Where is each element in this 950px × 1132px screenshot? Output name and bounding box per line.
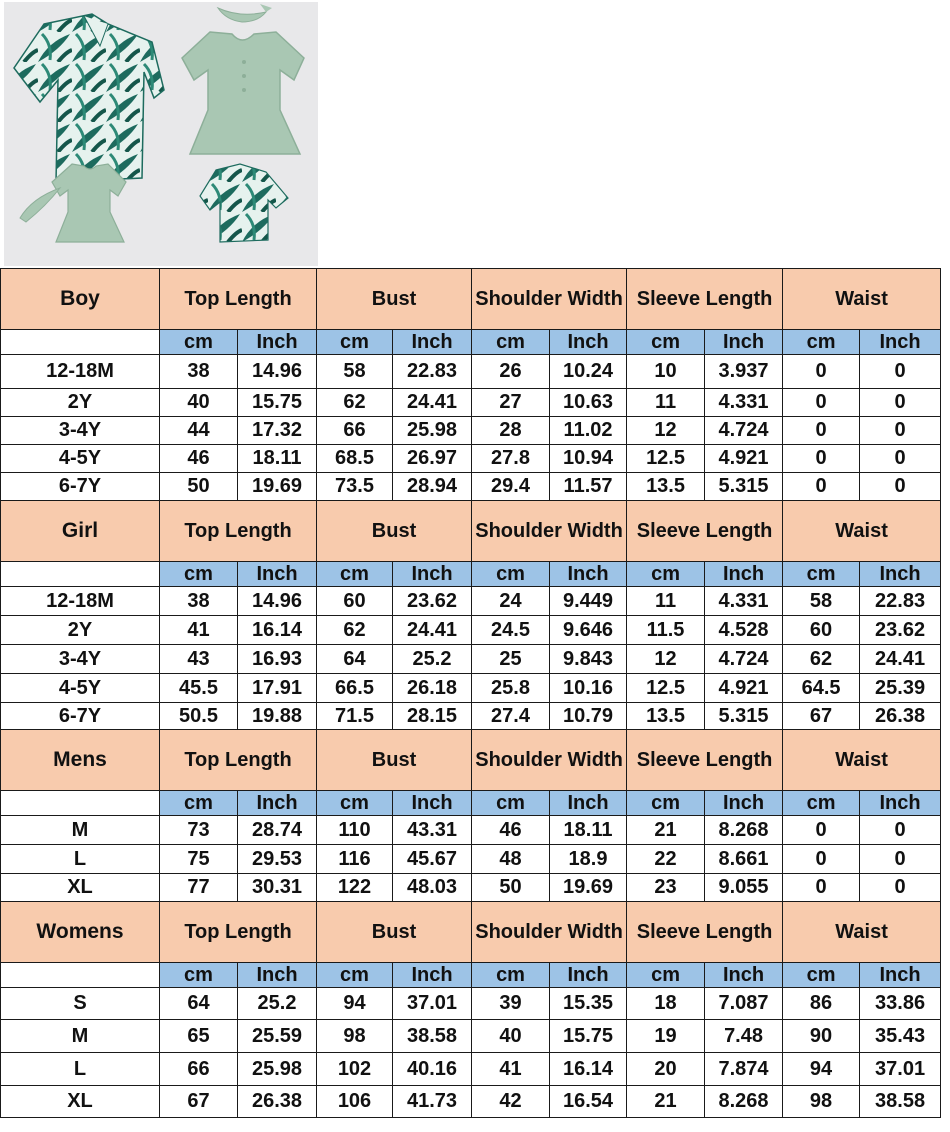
unit-inch: Inch (393, 963, 472, 988)
measurement-value: 10.79 (550, 703, 627, 730)
unit-inch: Inch (238, 791, 317, 816)
measurement-value: 77 (160, 874, 238, 902)
measurement-value: 0 (783, 355, 860, 389)
measurement-value: 9.055 (705, 874, 783, 902)
measurement-value: 58 (783, 587, 860, 616)
measurement-value: 40.16 (393, 1053, 472, 1086)
size-chart (0, 268, 950, 1118)
measurement-value: 26 (472, 355, 550, 389)
unit-inch: Inch (238, 963, 317, 988)
size-label: L (1, 1053, 160, 1086)
measurement-value: 4.921 (705, 445, 783, 473)
measurement-value: 20 (627, 1053, 705, 1086)
size-label: S (1, 988, 160, 1020)
column-header: Waist (783, 501, 941, 562)
measurement-value: 22.83 (393, 355, 472, 389)
measurement-value: 66 (317, 417, 393, 445)
measurement-value: 102 (317, 1053, 393, 1086)
measurement-value: 48 (472, 845, 550, 874)
measurement-value: 41 (472, 1053, 550, 1086)
measurement-value: 0 (860, 845, 941, 874)
table-row (1, 703, 941, 730)
measurement-value: 0 (783, 389, 860, 417)
unit-inch: Inch (393, 330, 472, 355)
measurement-value: 38.58 (393, 1020, 472, 1053)
table-row (1, 355, 941, 389)
measurement-value: 43.31 (393, 816, 472, 845)
size-label: 3-4Y (1, 417, 160, 445)
measurement-value: 73 (160, 816, 238, 845)
measurement-value: 110 (317, 816, 393, 845)
measurement-value: 94 (783, 1053, 860, 1086)
measurement-value: 16.14 (550, 1053, 627, 1086)
product-photo (4, 2, 318, 266)
unit-header-row (1, 791, 941, 816)
measurement-value: 19.69 (550, 874, 627, 902)
measurement-value: 4.724 (705, 417, 783, 445)
measurement-value: 11 (627, 587, 705, 616)
measurement-value: 46 (472, 816, 550, 845)
measurement-value: 65 (160, 1020, 238, 1053)
unit-inch: Inch (393, 791, 472, 816)
measurement-value: 0 (783, 845, 860, 874)
unit-cm: cm (627, 562, 705, 587)
measurement-value: 14.96 (238, 587, 317, 616)
column-header: Sleeve Length (627, 902, 783, 963)
table-row (1, 845, 941, 874)
measurement-value: 21 (627, 1086, 705, 1118)
column-header: Waist (783, 730, 941, 791)
measurement-value: 33.86 (860, 988, 941, 1020)
unit-inch: Inch (550, 330, 627, 355)
unit-header-row (1, 562, 941, 587)
measurement-value: 10.24 (550, 355, 627, 389)
table-row (1, 1020, 941, 1053)
measurement-value: 13.5 (627, 703, 705, 730)
table-row (1, 1053, 941, 1086)
measurement-value: 41 (160, 616, 238, 645)
measurement-value: 67 (160, 1086, 238, 1118)
unit-cm: cm (160, 562, 238, 587)
measurement-value: 24 (472, 587, 550, 616)
unit-header-blank (1, 963, 160, 988)
measurement-value: 94 (317, 988, 393, 1020)
unit-inch: Inch (238, 330, 317, 355)
section-title: Girl (1, 501, 160, 562)
column-header: Bust (317, 501, 472, 562)
measurement-value: 25.2 (393, 645, 472, 674)
measurement-value: 45.67 (393, 845, 472, 874)
measurement-value: 46 (160, 445, 238, 473)
column-header: Top Length (160, 501, 317, 562)
unit-cm: cm (317, 963, 393, 988)
measurement-value: 11.57 (550, 473, 627, 501)
measurement-value: 14.96 (238, 355, 317, 389)
unit-cm: cm (317, 562, 393, 587)
unit-cm: cm (317, 330, 393, 355)
measurement-value: 11.5 (627, 616, 705, 645)
unit-header-row (1, 330, 941, 355)
measurement-value: 26.97 (393, 445, 472, 473)
measurement-value: 28.94 (393, 473, 472, 501)
unit-inch: Inch (550, 963, 627, 988)
section-title: Womens (1, 902, 160, 963)
size-chart-table (0, 268, 941, 1118)
measurement-value: 17.32 (238, 417, 317, 445)
unit-cm: cm (783, 791, 860, 816)
unit-cm: cm (160, 791, 238, 816)
column-header: Waist (783, 269, 941, 330)
measurement-value: 64.5 (783, 674, 860, 703)
measurement-value: 0 (860, 417, 941, 445)
measurement-value: 19.69 (238, 473, 317, 501)
measurement-value: 15.35 (550, 988, 627, 1020)
unit-cm: cm (472, 562, 550, 587)
measurement-value: 9.449 (550, 587, 627, 616)
table-row (1, 389, 941, 417)
measurement-value: 25.39 (860, 674, 941, 703)
measurement-value: 4.331 (705, 389, 783, 417)
unit-inch: Inch (860, 330, 941, 355)
measurement-value: 16.14 (238, 616, 317, 645)
measurement-value: 37.01 (860, 1053, 941, 1086)
table-row (1, 445, 941, 473)
measurement-value: 23 (627, 874, 705, 902)
size-label: M (1, 816, 160, 845)
measurement-value: 0 (783, 816, 860, 845)
measurement-value: 26.38 (238, 1086, 317, 1118)
measurement-value: 11 (627, 389, 705, 417)
measurement-value: 4.724 (705, 645, 783, 674)
measurement-value: 0 (783, 473, 860, 501)
measurement-value: 5.315 (705, 473, 783, 501)
measurement-value: 8.268 (705, 1086, 783, 1118)
measurement-value: 66.5 (317, 674, 393, 703)
measurement-value: 24.41 (393, 389, 472, 417)
measurement-value: 25 (472, 645, 550, 674)
column-header: Top Length (160, 269, 317, 330)
measurement-value: 62 (317, 616, 393, 645)
measurement-value: 10.63 (550, 389, 627, 417)
measurement-value: 0 (860, 473, 941, 501)
table-row (1, 587, 941, 616)
measurement-value: 21 (627, 816, 705, 845)
measurement-value: 27 (472, 389, 550, 417)
measurement-value: 28.15 (393, 703, 472, 730)
measurement-value: 25.98 (393, 417, 472, 445)
unit-inch: Inch (705, 963, 783, 988)
measurement-value: 17.91 (238, 674, 317, 703)
measurement-value: 8.268 (705, 816, 783, 845)
measurement-value: 10 (627, 355, 705, 389)
unit-header-blank (1, 330, 160, 355)
unit-cm: cm (317, 791, 393, 816)
column-header: Shoulder Width (472, 501, 627, 562)
measurement-value: 71.5 (317, 703, 393, 730)
unit-header-blank (1, 791, 160, 816)
measurement-value: 67 (783, 703, 860, 730)
size-label: 4-5Y (1, 674, 160, 703)
measurement-value: 50 (472, 874, 550, 902)
measurement-value: 15.75 (238, 389, 317, 417)
measurement-value: 23.62 (393, 587, 472, 616)
measurement-value: 5.315 (705, 703, 783, 730)
measurement-value: 9.843 (550, 645, 627, 674)
measurement-value: 62 (783, 645, 860, 674)
measurement-value: 86 (783, 988, 860, 1020)
measurement-value: 98 (783, 1086, 860, 1118)
measurement-value: 19 (627, 1020, 705, 1053)
unit-inch: Inch (860, 791, 941, 816)
measurement-value: 4.528 (705, 616, 783, 645)
unit-cm: cm (627, 791, 705, 816)
measurement-value: 45.5 (160, 674, 238, 703)
unit-cm: cm (783, 330, 860, 355)
measurement-value: 27.4 (472, 703, 550, 730)
measurement-value: 7.874 (705, 1053, 783, 1086)
unit-header-blank (1, 562, 160, 587)
measurement-value: 39 (472, 988, 550, 1020)
column-header: Sleeve Length (627, 269, 783, 330)
measurement-value: 60 (317, 587, 393, 616)
table-row (1, 417, 941, 445)
column-header: Waist (783, 902, 941, 963)
measurement-value: 50 (160, 473, 238, 501)
unit-inch: Inch (550, 791, 627, 816)
measurement-value: 98 (317, 1020, 393, 1053)
column-header: Bust (317, 730, 472, 791)
measurement-value: 4.331 (705, 587, 783, 616)
unit-cm: cm (783, 963, 860, 988)
measurement-value: 42 (472, 1086, 550, 1118)
measurement-value: 12.5 (627, 445, 705, 473)
measurement-value: 48.03 (393, 874, 472, 902)
measurement-value: 19.88 (238, 703, 317, 730)
column-header: Bust (317, 269, 472, 330)
measurement-value: 122 (317, 874, 393, 902)
measurement-value: 28 (472, 417, 550, 445)
measurement-value: 15.75 (550, 1020, 627, 1053)
measurement-value: 62 (317, 389, 393, 417)
column-header: Shoulder Width (472, 902, 627, 963)
column-header: Top Length (160, 902, 317, 963)
measurement-value: 18.9 (550, 845, 627, 874)
column-header: Sleeve Length (627, 730, 783, 791)
measurement-value: 44 (160, 417, 238, 445)
section-title: Mens (1, 730, 160, 791)
size-label: XL (1, 1086, 160, 1118)
measurement-value: 26.18 (393, 674, 472, 703)
measurement-value: 0 (860, 874, 941, 902)
section-header-row (1, 269, 941, 330)
column-header: Shoulder Width (472, 730, 627, 791)
measurement-value: 24.5 (472, 616, 550, 645)
measurement-value: 40 (472, 1020, 550, 1053)
unit-inch: Inch (393, 562, 472, 587)
size-label: M (1, 1020, 160, 1053)
measurement-value: 7.48 (705, 1020, 783, 1053)
size-label: XL (1, 874, 160, 902)
measurement-value: 8.661 (705, 845, 783, 874)
measurement-value: 9.646 (550, 616, 627, 645)
unit-cm: cm (627, 963, 705, 988)
unit-inch: Inch (860, 562, 941, 587)
measurement-value: 40 (160, 389, 238, 417)
column-header: Sleeve Length (627, 501, 783, 562)
measurement-value: 75 (160, 845, 238, 874)
measurement-value: 37.01 (393, 988, 472, 1020)
column-header: Shoulder Width (472, 269, 627, 330)
measurement-value: 29.53 (238, 845, 317, 874)
table-row (1, 816, 941, 845)
measurement-value: 25.2 (238, 988, 317, 1020)
measurement-value: 30.31 (238, 874, 317, 902)
measurement-value: 12.5 (627, 674, 705, 703)
measurement-value: 0 (783, 874, 860, 902)
size-label: 4-5Y (1, 445, 160, 473)
measurement-value: 0 (860, 355, 941, 389)
measurement-value: 0 (860, 816, 941, 845)
measurement-value: 35.43 (860, 1020, 941, 1053)
measurement-value: 0 (860, 445, 941, 473)
measurement-value: 64 (160, 988, 238, 1020)
measurement-value: 24.41 (860, 645, 941, 674)
size-label: 2Y (1, 616, 160, 645)
measurement-value: 0 (783, 417, 860, 445)
measurement-value: 50.5 (160, 703, 238, 730)
measurement-value: 38.58 (860, 1086, 941, 1118)
measurement-value: 12 (627, 417, 705, 445)
measurement-value: 22.83 (860, 587, 941, 616)
measurement-value: 25.59 (238, 1020, 317, 1053)
unit-cm: cm (160, 330, 238, 355)
table-row (1, 674, 941, 703)
size-label: 3-4Y (1, 645, 160, 674)
section-header-row (1, 730, 941, 791)
unit-cm: cm (783, 562, 860, 587)
measurement-value: 38 (160, 587, 238, 616)
measurement-value: 25.98 (238, 1053, 317, 1086)
unit-inch: Inch (550, 562, 627, 587)
section-title: Boy (1, 269, 160, 330)
measurement-value: 25.8 (472, 674, 550, 703)
unit-inch: Inch (860, 963, 941, 988)
measurement-value: 4.921 (705, 674, 783, 703)
measurement-value: 16.93 (238, 645, 317, 674)
size-label: 12-18M (1, 355, 160, 389)
measurement-value: 27.8 (472, 445, 550, 473)
measurement-value: 13.5 (627, 473, 705, 501)
table-row (1, 874, 941, 902)
size-label: L (1, 845, 160, 874)
measurement-value: 60 (783, 616, 860, 645)
section-header-row (1, 902, 941, 963)
measurement-value: 43 (160, 645, 238, 674)
unit-header-row (1, 963, 941, 988)
table-row (1, 1086, 941, 1118)
measurement-value: 41.73 (393, 1086, 472, 1118)
table-row (1, 645, 941, 674)
unit-cm: cm (472, 963, 550, 988)
unit-cm: cm (160, 963, 238, 988)
measurement-value: 7.087 (705, 988, 783, 1020)
measurement-value: 68.5 (317, 445, 393, 473)
measurement-value: 18.11 (550, 816, 627, 845)
measurement-value: 58 (317, 355, 393, 389)
unit-inch: Inch (705, 330, 783, 355)
column-header: Top Length (160, 730, 317, 791)
measurement-value: 12 (627, 645, 705, 674)
unit-cm: cm (627, 330, 705, 355)
measurement-value: 106 (317, 1086, 393, 1118)
measurement-value: 22 (627, 845, 705, 874)
measurement-value: 0 (860, 389, 941, 417)
section-header-row (1, 501, 941, 562)
unit-inch: Inch (705, 791, 783, 816)
column-header: Bust (317, 902, 472, 963)
measurement-value: 28.74 (238, 816, 317, 845)
measurement-value: 26.38 (860, 703, 941, 730)
measurement-value: 23.62 (860, 616, 941, 645)
size-label: 12-18M (1, 587, 160, 616)
unit-inch: Inch (705, 562, 783, 587)
measurement-value: 24.41 (393, 616, 472, 645)
measurement-value: 73.5 (317, 473, 393, 501)
measurement-value: 3.937 (705, 355, 783, 389)
table-row (1, 473, 941, 501)
size-label: 2Y (1, 389, 160, 417)
table-row (1, 616, 941, 645)
size-label: 6-7Y (1, 703, 160, 730)
measurement-value: 90 (783, 1020, 860, 1053)
measurement-value: 10.16 (550, 674, 627, 703)
measurement-value: 0 (783, 445, 860, 473)
table-row (1, 988, 941, 1020)
measurement-value: 64 (317, 645, 393, 674)
measurement-value: 18 (627, 988, 705, 1020)
measurement-value: 38 (160, 355, 238, 389)
measurement-value: 116 (317, 845, 393, 874)
unit-cm: cm (472, 791, 550, 816)
measurement-value: 18.11 (238, 445, 317, 473)
measurement-value: 16.54 (550, 1086, 627, 1118)
measurement-value: 29.4 (472, 473, 550, 501)
measurement-value: 66 (160, 1053, 238, 1086)
measurement-value: 11.02 (550, 417, 627, 445)
measurement-value: 10.94 (550, 445, 627, 473)
size-label: 6-7Y (1, 473, 160, 501)
unit-cm: cm (472, 330, 550, 355)
unit-inch: Inch (238, 562, 317, 587)
